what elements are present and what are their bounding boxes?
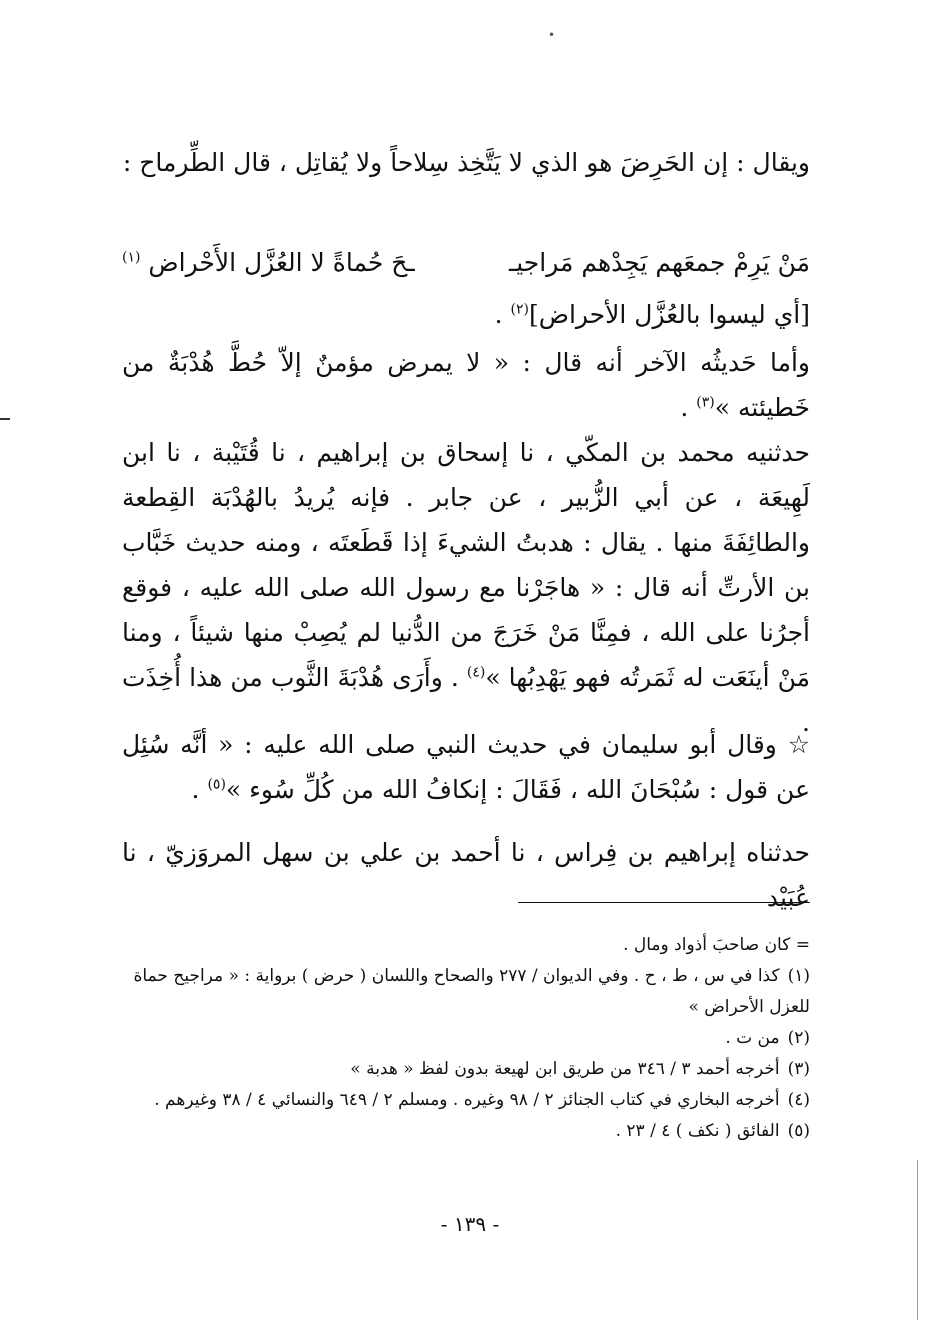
paragraph-1: ويقال : إن الحَرِضَ هو الذي لا يَتَّخِذ سِلاحاً ولا يُقاتِل ، قال الطِّرماح : (122, 148, 810, 177)
footnote-continuation (122, 930, 810, 961)
footnote-text: الفائق ( نكف ) ٤ / ٢٣ . (615, 1121, 780, 1141)
footnote-ref-1: (١) (122, 249, 141, 266)
bracket-note-line: [أي ليسوا بالعُزَّل الأحراض]$^{(٢)}$ . (494, 300, 810, 329)
scan-edge-mark (0, 418, 10, 420)
footnote-number: (٤) (787, 1090, 810, 1110)
footnotes (122, 930, 810, 1147)
page-number: - ١٣٩ - (440, 1212, 500, 1236)
footnote-text: كذا في س ، ط ، ح . وفي الديوان / ٢٧٧ والصحاح واللسان ( حرض ) برواية : « مراجيح حماة للعزل الأحراض » (133, 966, 810, 1017)
footnote-1 (122, 961, 810, 1023)
continuation-text: كان صاحبَ أذواد ومال . (623, 935, 791, 955)
footnote-separator (518, 902, 810, 903)
footnote-3 (122, 1054, 810, 1085)
verse-second-text: ـحَ حُماةً لا العُزَّل الأَحْراض (148, 248, 415, 277)
scan-speck: • (548, 28, 556, 42)
bracket-text: [أي ليسوا بالعُزَّل الأحراض] (528, 300, 810, 329)
footnote-ref-4: (٤) (466, 664, 486, 681)
footnote-4 (122, 1085, 810, 1116)
footnote-ref-2: (٢) (510, 301, 529, 318)
footnote-5 (122, 1116, 810, 1147)
footnote-2 (122, 1023, 810, 1054)
footnote-number: (١) (787, 966, 810, 986)
paragraph-3 (122, 430, 810, 745)
paragraph-4-text: ☆ وقال أبو سليمان في حديث النبي صلى الله عليه : « أنَّه سُئِل عن قول : سُبْحَانَ الله ، فَقَالَ : إنكافُ الله من كُلِّ سُوء » (122, 730, 810, 804)
footnote-ref-3: (٣) (696, 394, 715, 411)
footnote-text: أخرجه البخاري في كتاب الجنائز ٢ / ٩٨ وغيره . ومسلم ٢ / ٦٤٩ والنسائي ٤ / ٣٨ وغيرهم . (154, 1090, 780, 1110)
continuation-mark: = (795, 935, 810, 955)
paragraph-2: وأما حَديثُه الآخر أنه قال : « لا يمرض مؤمنٌ إلاّ حُطَّ هُدْبَةٌ من خَطيئته »$^{(٣)}$ . (122, 348, 810, 422)
footnote-number: (٣) (787, 1059, 810, 1079)
footnote-number: (٢) (787, 1028, 810, 1048)
verse-second-hemistich (122, 240, 415, 285)
footnote-text: أخرجه أحمد ٣ / ٣٤٦ من طريق ابن لهيعة بدون لفظ « هدبة » (350, 1059, 780, 1079)
paragraph-2-text: وأما حَديثُه الآخر أنه قال : « لا يمرض مؤمنٌ إلاّ حُطَّ هُدْبَةٌ من خَطيئته » (122, 348, 810, 422)
footnote-ref-5: (٥) (207, 776, 226, 793)
scan-edge-line (917, 1160, 918, 1320)
footnote-text: من ت . (725, 1028, 780, 1048)
paragraph-3-text: حدثنيه محمد بن المكّي ، نا إسحاق بن إبراهيم ، نا قُتَيْبة ، نا ابن لَهِيعَة ، عن أبي الزُّبير ، عن جابر . فإنه يُريدُ بالهُدْبَة القِطعة والطائِفَةَ منها . يقال : هدبتُ الشيءَ إذا قَطَعتَه ، ومنه حديث خَبَّاب بن الأرتِّ أنه قال : « هاجَرْنا مع رسول الله صلى الله عليه ، فوقع أجرُنا على الله ، فمِنَّا مَنْ خَرَجَ من الدُّنيا لم يُصِبْ منها شيئاً ، ومنا مَنْ أينَعَت له ثَمَرتُه فهو يَهْدِبُها » (122, 438, 810, 692)
verse-line (122, 240, 810, 285)
paragraph-5: حدثناه إبراهيم بن فِراس ، نا أحمد بن علي بن سهل المروَزيّ ، نا عُبَيْد (122, 838, 810, 912)
paragraph-4: ☆ وقال أبو سليمان في حديث النبي صلى الله عليه : « أنَّه سُئِل عن قول : سُبْحَانَ الله ، فَقَالَ : إنكافُ الله من كُلِّ سُوء »$^{(٥)}$ . (122, 730, 810, 804)
verse-first-hemistich: مَنْ يَرِمْ جمعَهم يَجِدْهم مَراجيـ (508, 248, 810, 277)
paragraph-3-tail: . وأَرَى هُدْبَةَ الثَّوب من هذا أُخِذَت . (122, 663, 810, 737)
footnote-number: (٥) (787, 1121, 810, 1141)
